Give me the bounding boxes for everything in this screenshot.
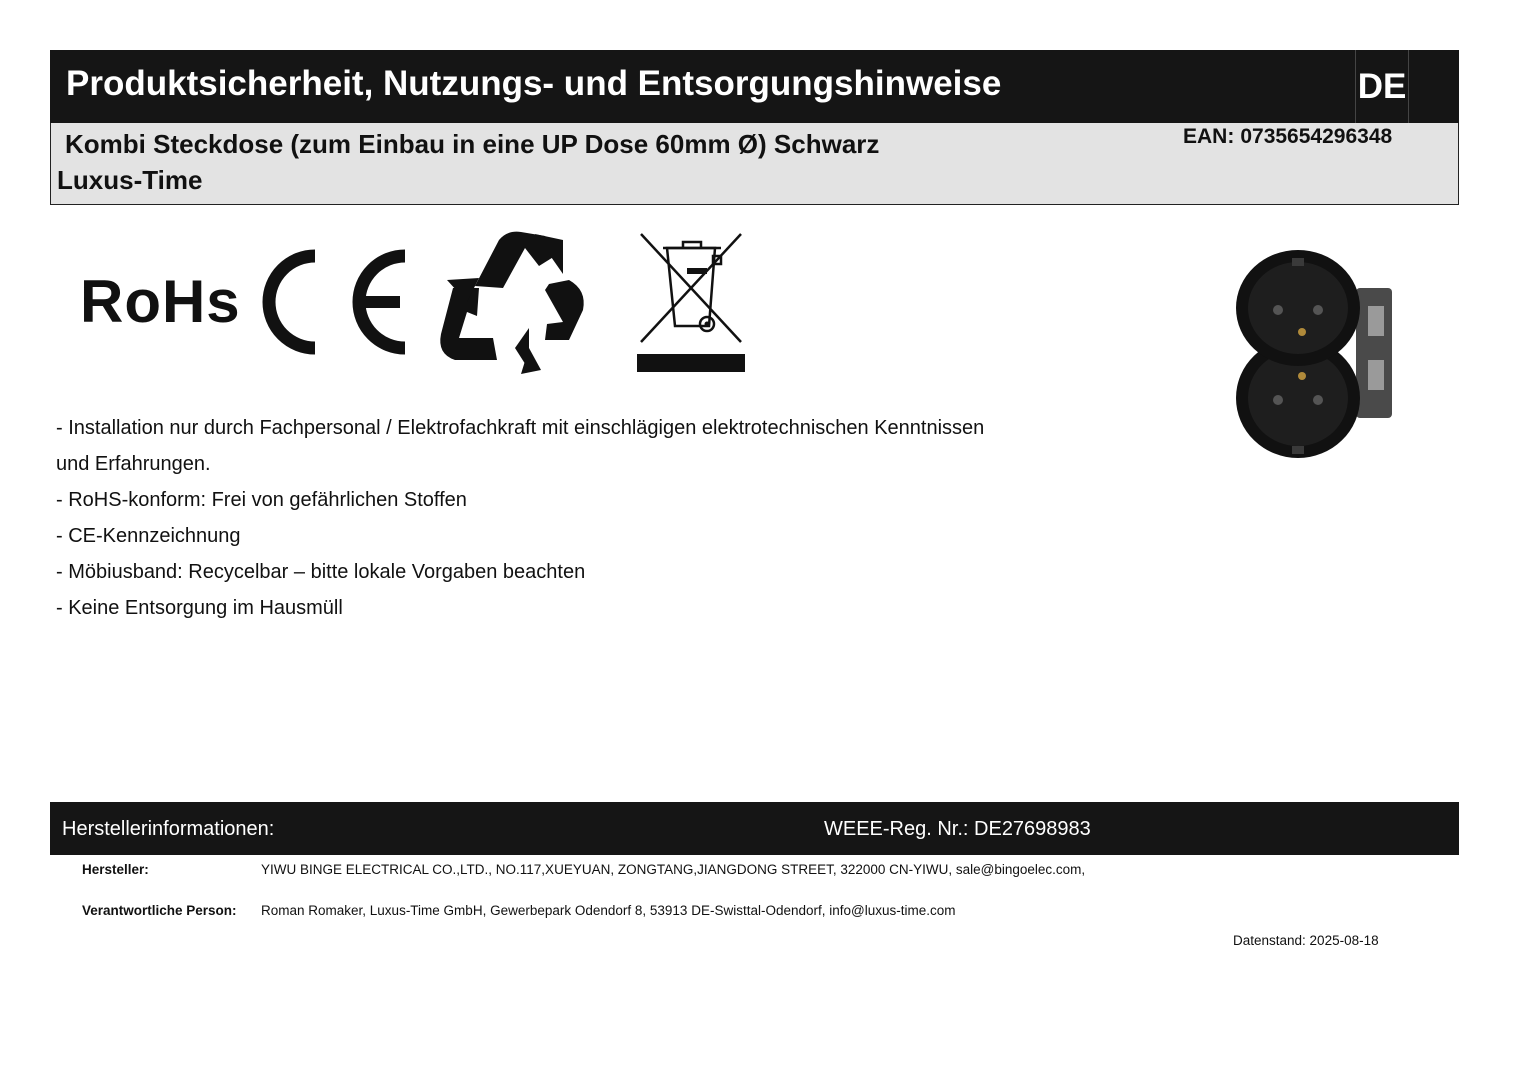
recycle-icon: [437, 228, 587, 376]
brand-name: Luxus-Time: [57, 165, 203, 195]
ce-mark-icon: [255, 248, 410, 358]
manufacturer-key: Hersteller:: [82, 862, 149, 877]
product-header: [50, 123, 1459, 205]
manufacturer-info-label: Herstellerinformationen:: [62, 818, 275, 840]
manufacturer-row: [82, 862, 1085, 877]
note-line: - Möbiusband: Recycelbar – bitte lokale Vorgaben beachten: [56, 561, 586, 583]
rohs-logo: RoHs: [80, 268, 241, 335]
responsible-person-row: [82, 903, 955, 918]
page-header: [50, 50, 1459, 124]
weee-crossed-bin-icon: [635, 230, 747, 375]
note-line: und Erfahrungen.: [56, 453, 211, 475]
note-line: - CE-Kennzeichnung: [56, 525, 241, 547]
ean-code: [1183, 125, 1392, 149]
product-name: Kombi Steckdose (zum Einbau in eine UP Dose 60mm Ø) Schwarz: [65, 129, 880, 159]
ean-value: 0735654296348: [1240, 125, 1393, 148]
weee-registration: WEEE-Reg. Nr.: DE27698983: [824, 818, 1091, 840]
note-line: - RoHS-konform: Frei von gefährlichen Stoffen: [56, 489, 467, 511]
note-line: - Keine Entsorgung im Hausmüll: [56, 597, 343, 619]
data-date: Datenstand: 2025-08-18: [1233, 933, 1379, 948]
safety-notes: [56, 410, 1156, 626]
responsible-value: Roman Romaker, Luxus-Time GmbH, Gewerbepark Odendorf 8, 53913 DE-Swisttal-Odendorf, info@luxus-time.com: [261, 903, 956, 918]
ean-label: EAN:: [1183, 125, 1235, 148]
responsible-key: Verantwortliche Person:: [82, 903, 237, 918]
language-code: DE: [1355, 50, 1409, 124]
manufacturer-bar: [50, 802, 1459, 855]
page-title: Produktsicherheit, Nutzungs- und Entsorgungshinweise: [66, 64, 1002, 103]
product-image-double-socket: [1228, 248, 1403, 468]
note-line: - Installation nur durch Fachpersonal / Elektrofachkraft mit einschlägigen elektrotechnischen Kenntnissen: [56, 417, 985, 439]
manufacturer-value: YIWU BINGE ELECTRICAL CO.,LTD., NO.117,XUEYUAN, ZONGTANG,JIANGDONG STREET, 322000 CN-YIWU, sale@bingoelec.com,: [261, 862, 1086, 877]
